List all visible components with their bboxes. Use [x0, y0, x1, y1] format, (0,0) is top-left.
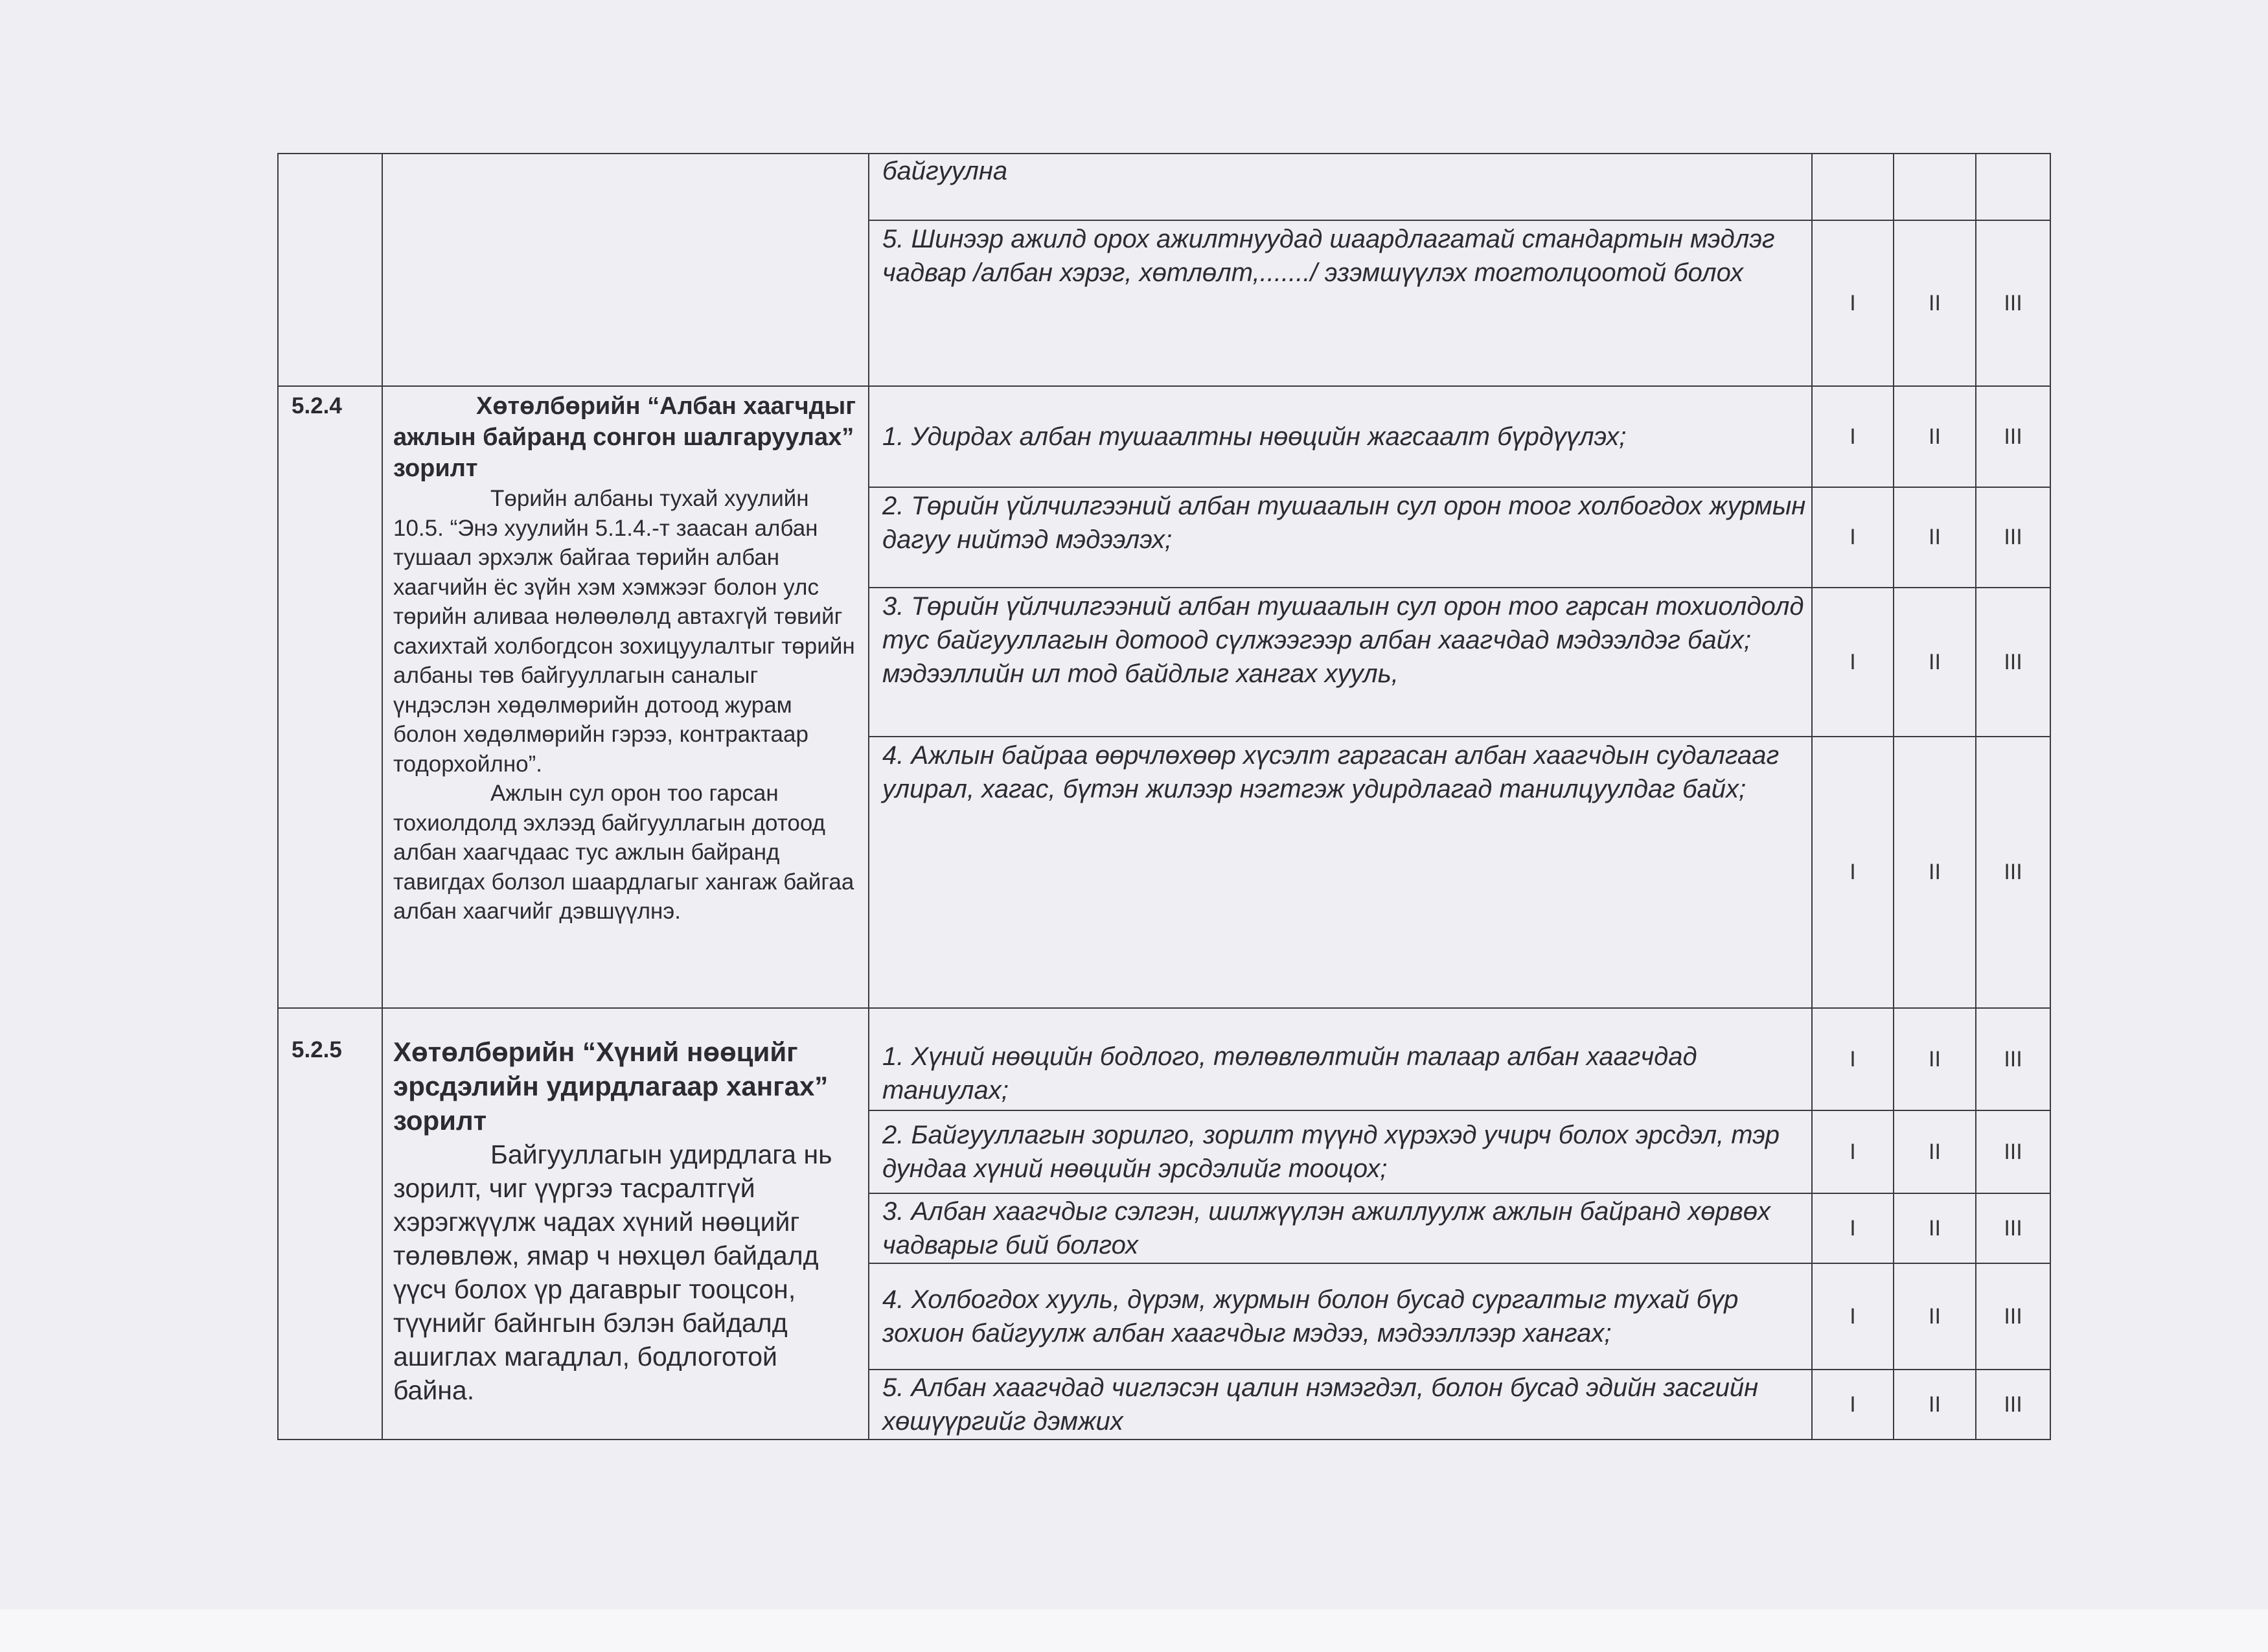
mark-i: I: [1812, 1110, 1894, 1193]
mark-i: I: [1812, 1263, 1894, 1370]
activity-text: 3. Төрийн үйлчилгээний албан тушаалын сул орон тоо гарсан тохиолдолд тус байгууллагын дотоод сүлжээгээр албан хаагчдад мэдээлдэг байх; мэдээллийн ил тод байдлыг хангах хууль,: [882, 592, 1804, 688]
mark-iii: III: [1976, 1263, 2050, 1370]
activity-cell: [869, 1263, 1812, 1370]
mark-iii: III: [1976, 220, 2050, 386]
goal-title: Хөтөлбөрийн “Хүний нөөцийг эрсдэлийн удирдлагаар хангах” зорилт: [393, 1037, 829, 1136]
mark-ii: II: [1894, 1193, 1976, 1263]
mark-iii: III: [1976, 1193, 2050, 1263]
mark-i: I: [1812, 1193, 1894, 1263]
mark-ii: II: [1894, 220, 1976, 386]
mark-cell-empty: [1976, 154, 2050, 220]
table-row: [278, 386, 2050, 487]
mark-i: I: [1812, 386, 1894, 487]
activity-text: 4. Холбогдох хууль, дүрэм, журмын болон бусад сургалтыг тухай бүр зохион байгуулж албан хаагчдыг мэдээ, мэдээллээр хангах;: [882, 1285, 1739, 1348]
activity-text: 5. Шинээр ажилд орох ажилтнуудад шаардлагатай стандартын мэдлэг чадвар /албан хэрэг, хөтлөлт,......./ эзэмшүүлэх тогтолцоотой болох: [882, 225, 1775, 287]
mark-ii: II: [1894, 1263, 1976, 1370]
section-description: [382, 386, 869, 1008]
activity-cell: [869, 1370, 1812, 1440]
mark-ii: II: [1894, 1110, 1976, 1193]
table-row: [278, 1008, 2050, 1110]
activity-cell: [869, 1193, 1812, 1263]
activity-cell: [869, 737, 1812, 1008]
section-description: [382, 1008, 869, 1440]
activity-text: 1. Хүний нөөцийн бодлого, төлөвлөлтийн талаар албан хаагчдад таниулах;: [882, 1042, 1697, 1105]
activity-cell: [869, 220, 1812, 386]
mark-iii: III: [1976, 1008, 2050, 1110]
description-cell-empty: [382, 154, 869, 386]
activity-text: 2. Байгууллагын зорилго, зорилт түүнд хүрэхэд учирч болох эрсдэл, тэр дундаа хүний нөөцийн эрсдэлийг тооцох;: [882, 1121, 1780, 1183]
mark-iii: III: [1976, 1110, 2050, 1193]
mark-i: I: [1812, 1008, 1894, 1110]
activity-cell: [869, 1008, 1812, 1110]
mark-cell-empty: [1894, 154, 1976, 220]
mark-i: I: [1812, 588, 1894, 737]
mark-i: I: [1812, 487, 1894, 588]
mark-i: I: [1812, 737, 1894, 1008]
mark-i: I: [1812, 1370, 1894, 1440]
mark-ii: II: [1894, 588, 1976, 737]
goal-paragraph: Байгууллагын удирдлага нь зорилт, чиг үүргээ тасралтгүй хэрэгжүүлж чадах хүний нөөцийг төлөвлөж, ямар ч нөхцөл байдалд үүсч болох үр дагаврыг тооцсон, түүнийг байнгын бэлэн байдалд ашиглах магадлал, бодлоготой байна.: [393, 1140, 832, 1405]
mark-iii: III: [1976, 588, 2050, 737]
mark-ii: II: [1894, 487, 1976, 588]
activity-cell: [869, 386, 1812, 487]
goal-paragraph: Төрийн албаны тухай хуулийн 10.5. “Энэ хуулийн 5.1.4.-т заасан албан тушаал эрхэлж байгаа төрийн албан хаагчийн ёс зүйн хэм хэмжээг болон улс төрийн аливаа нөлөөлөлд автахгүй төвийг сахихтай холбогдсон зохицуулалтыг төрийн албаны төв байгууллагын саналыг үндэслэн хөдөлмөрийн дотоод журам болон хөдөлмөрийн гэрээ, контрактаар тодорхойлно”.: [393, 486, 855, 777]
mark-i: I: [1812, 220, 1894, 386]
number-cell-empty: [278, 154, 382, 386]
mark-ii: II: [1894, 1008, 1976, 1110]
mark-iii: III: [1976, 487, 2050, 588]
mark-iii: III: [1976, 737, 2050, 1008]
scan-bottom-edge: [0, 1609, 2268, 1652]
activity-text: 2. Төрийн үйлчилгээний албан тушаалын сул орон тоог холбогдох журмын дагуу нийтэд мэдээлэх;: [882, 492, 1806, 554]
activity-text: 4. Ажлын байраа өөрчлөхөөр хүсэлт гаргасан албан хаагчдын судалгааг улирал, хагас, бүтэн жилээр нэгтгэж удирдлагад танилцуулдаг байх;: [882, 741, 1780, 803]
table-row: [278, 154, 2050, 220]
activity-cell: [869, 588, 1812, 737]
mark-ii: II: [1894, 386, 1976, 487]
mark-iii: III: [1976, 386, 2050, 487]
section-number: 5.2.4: [278, 386, 382, 1008]
plan-table: [277, 153, 2051, 1440]
mark-ii: II: [1894, 737, 1976, 1008]
goal-title: Хөтөлбөрийн “Албан хаагчдыг ажлын байранд сонгон шалгаруулах” зорилт: [393, 393, 856, 482]
activity-text: 1. Удирдах албан тушаалтны нөөцийн жагсаалт бүрдүүлэх;: [882, 422, 1627, 451]
mark-cell-empty: [1812, 154, 1894, 220]
activity-text: 3. Албан хаагчдыг сэлгэн, шилжүүлэн ажиллуулж ажлын байранд хөрвөх чадварыг бий болгох: [882, 1197, 1770, 1259]
section-number: 5.2.5: [278, 1008, 382, 1440]
activity-text: 5. Албан хаагчдад чиглэсэн цалин нэмэгдэл, болон бусад эдийн засгийн хөшүүргийг дэмжих: [882, 1373, 1759, 1436]
activity-cell: [869, 154, 1812, 220]
mark-ii: II: [1894, 1370, 1976, 1440]
mark-iii: III: [1976, 1370, 2050, 1440]
activity-text: байгуулна: [882, 157, 1008, 185]
activity-cell: [869, 487, 1812, 588]
goal-paragraph: Ажлын сул орон тоо гарсан тохиолдолд эхлээд байгууллагын дотоод албан хаагчдаас тус ажлын байранд тавигдах болзол шаардлагыг хангаж байгаа албан хаагчийг дэвшүүлнэ.: [393, 781, 854, 924]
activity-cell: [869, 1110, 1812, 1193]
